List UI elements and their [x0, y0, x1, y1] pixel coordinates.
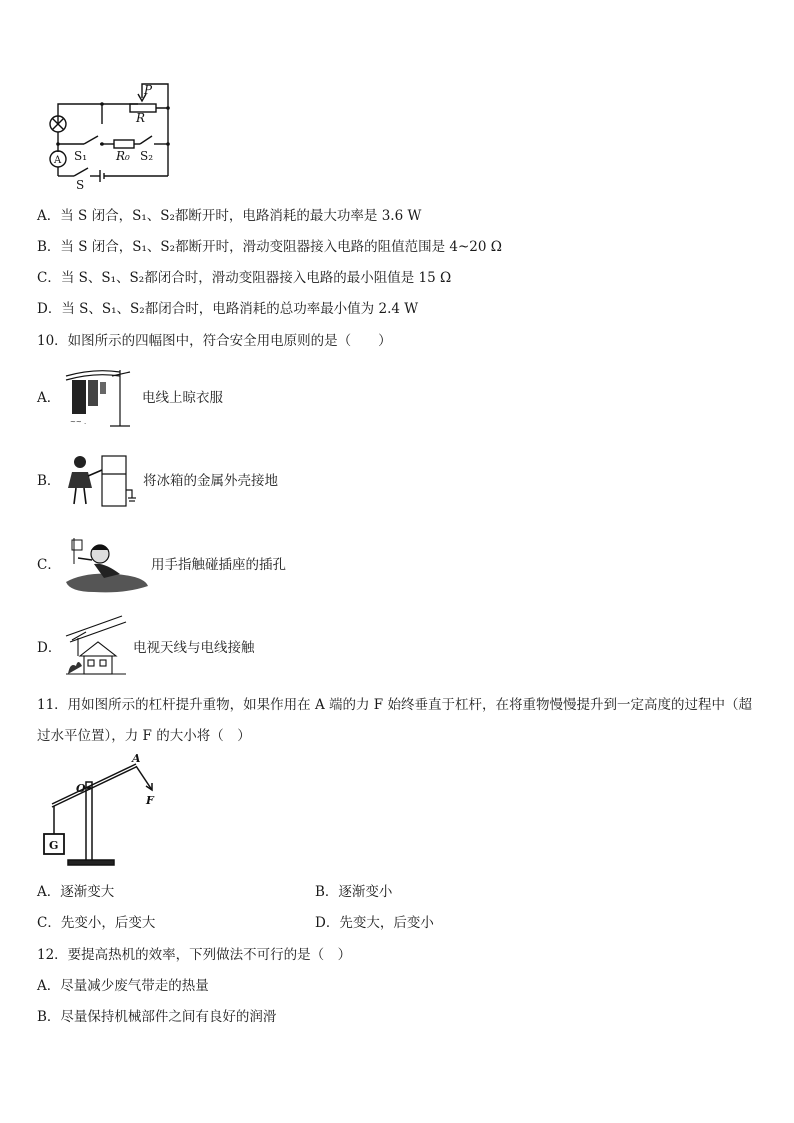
label-R0: R₀ [116, 149, 130, 163]
label-O: O [76, 782, 86, 795]
label-R: R [136, 111, 146, 125]
label-P: P [144, 83, 153, 97]
q10-option-c-caption: 用手指触碰插座的插孔 [151, 557, 286, 573]
q10-option-c-letter[interactable]: C． [37, 557, 61, 573]
label-F: F [146, 794, 154, 807]
q11-stem-line1: 11．用如图所示的杠杆提升重物，如果作用在 A 端的力 F 始终垂直于杠杆，在将重物慢慢提升到一定高度的过程中（超 [37, 697, 752, 713]
label-S2: S₂ [140, 149, 154, 163]
q11-option-b[interactable]: B．逐渐变小 [315, 884, 393, 900]
label-A: A [132, 752, 141, 765]
antenna-wire-illustration [64, 614, 132, 678]
label-G: G [49, 839, 59, 852]
label-S: S [76, 178, 85, 190]
q12-option-a[interactable]: A．尽量减少废气带走的热量 [37, 978, 209, 994]
q11-option-c[interactable]: C．先变小，后变大 [37, 915, 156, 931]
socket-touch-illustration [64, 534, 150, 596]
label-S1: S₁ [74, 149, 88, 163]
q10-option-d-letter[interactable]: D． [37, 640, 62, 656]
label-A: A [54, 155, 62, 166]
q10-option-d-caption: 电视天线与电线接触 [133, 640, 255, 656]
q11-option-a[interactable]: A．逐渐变大 [37, 884, 115, 900]
q12-option-b[interactable]: B．尽量保持机械部件之间有良好的润滑 [37, 1009, 277, 1025]
clothes-on-wire-illustration [64, 366, 138, 428]
q12-stem: 12．要提高热机的效率，下列做法不可行的是（ ） [37, 947, 352, 963]
q9-option-a[interactable]: A．当 S 闭合，S₁、S₂都断开时，电路消耗的最大功率是 3.6 W [37, 208, 422, 224]
q10-option-b-letter[interactable]: B． [37, 473, 61, 489]
q10-stem: 10．如图所示的四幅图中，符合安全用电原则的是（ ） [37, 333, 392, 349]
q9-option-d[interactable]: D．当 S、S₁、S₂都闭合时，电路消耗的总功率最小值为 2.4 W [37, 301, 419, 317]
lever-diagram [38, 752, 168, 870]
q10-option-a-letter[interactable]: A． [37, 390, 61, 406]
q10-option-a-caption: 电线上晾衣服 [142, 390, 223, 406]
q11-stem-line2: 过水平位置），力 F 的大小将（ ） [37, 728, 251, 744]
svg-text:~~ .: ~~ . [70, 418, 87, 426]
fridge-grounding-illustration [64, 450, 140, 512]
circuit-diagram [38, 82, 174, 190]
q9-option-b[interactable]: B．当 S 闭合，S₁、S₂都断开时，滑动变阻器接入电路的阻值范围是 4~20 Ω [37, 239, 502, 255]
q9-option-c[interactable]: C．当 S、S₁、S₂都闭合时，滑动变阻器接入电路的最小阻值是 15 Ω [37, 270, 452, 286]
q10-option-b-caption: 将冰箱的金属外壳接地 [143, 473, 278, 489]
q11-option-d[interactable]: D．先变大，后变小 [315, 915, 434, 931]
